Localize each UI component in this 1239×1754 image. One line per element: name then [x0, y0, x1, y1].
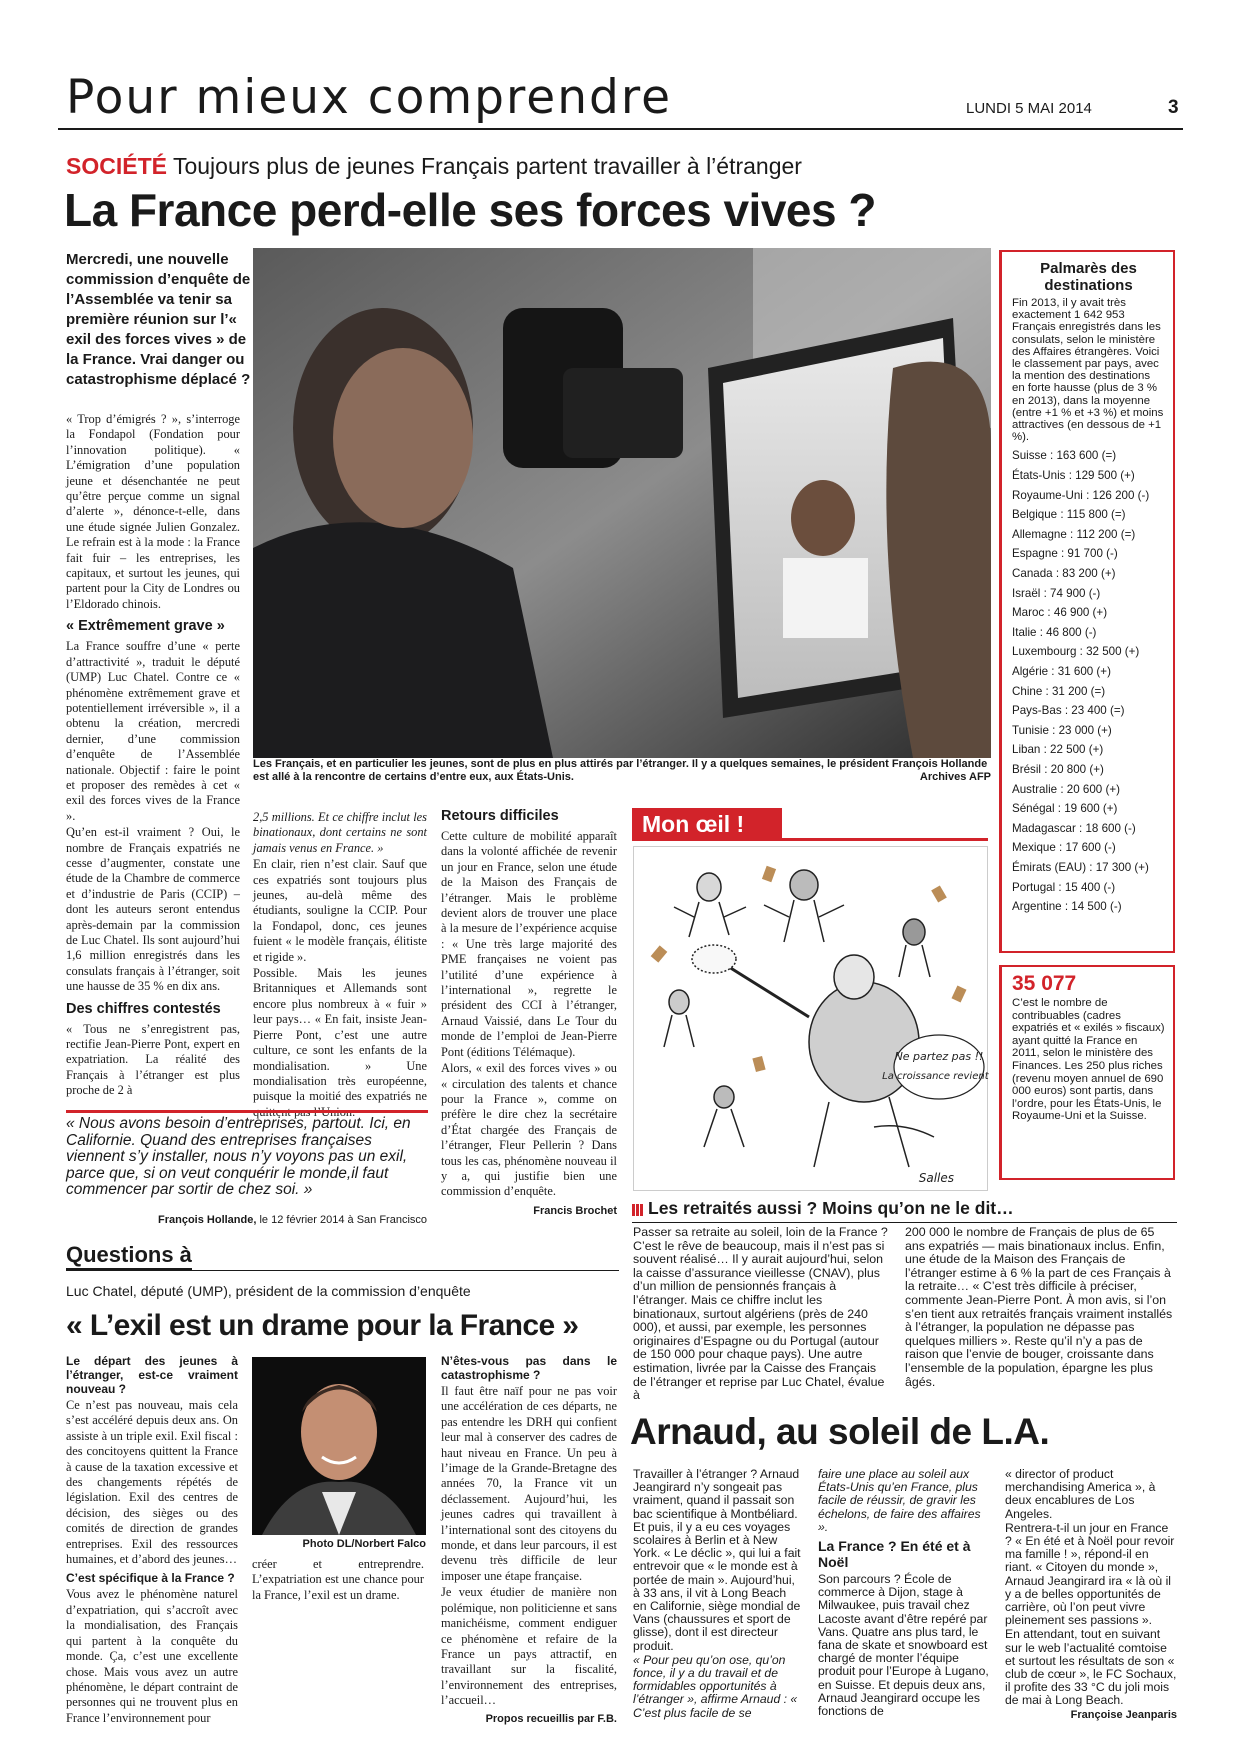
- destination-item: Portugal : 15 400 (-): [1012, 880, 1116, 894]
- speech-bubble: [894, 1035, 984, 1099]
- interview-a3: Il faut être naïf pour ne pas voir une accélération de ces départs, ne pas entendre les DRH qui confient leur mal à conserver des cadres de haut niveau en France. Un peu à l’image de la Grande-Bretagne des années 70, la France vit un déclassement. Aujourd’hui, les jeunes cadres qui travaillent à l’international sont des citoyens du monde, et dans leur parcours, il est devenu très difficile de leur imposer une étape française.: [441, 1384, 617, 1583]
- arnaud-col3: [1005, 1468, 1177, 1722]
- interview-col2-end: créer et entreprendre. L’expatriation est une chance pour la France, l’exil est un drame.: [252, 1557, 424, 1602]
- col3-p2: Alors, « exil des forces vives » ou « circulation des talents et chance pour la France », comme on préfère le dire chez la secrétaire d’État chargée des Français de l’étranger, Fleur Pellerin ? Dans tous les cas, phénomène nouveau il y a, qui justifie bien une commission d’enquête.: [441, 1061, 617, 1199]
- col1-subhead1: « Extrêmement grave »: [66, 618, 225, 635]
- arnaud-col3-p1: « director of product merchandising America », à deux encablures de Los Angeles.: [1005, 1467, 1156, 1521]
- destination-item: Australie : 20 600 (+): [1012, 782, 1120, 796]
- interview-title: « L’exil est un drame pour la France »: [66, 1309, 579, 1342]
- destination-item: Suisse : 163 600 (=): [1012, 449, 1117, 463]
- retraites-col2: 200 000 le nombre de Français de plus de 65 ans expatriés — mais binationaux inclus. Enfin, une étude de la Maison des Français de l’étranger estime à 6 % la part de ces Français à la retraite… « C’est très difficile à préciser, commente Jean-Pierre Pont. À mon avis, si l’on s’en tient aux retraités français vraiment installés à l’étranger, la population ne dépasse pas quelques milliers ». Reste qu’il n’y a pas de raison que l’envie de bouger, croissante dans l’ensemble de la population, épargne les plus âgés.: [905, 1225, 1173, 1389]
- hollande-photo-illustration: [253, 248, 991, 758]
- section-title: Pour mieux comprendre: [66, 70, 673, 125]
- arnaud-col1-p1: Travailler à l’étranger ? Arnaud Jeangirard n’y songeait pas vraiment, quand il passait son bac scientifique à Montbéliard. Et puis, il y a eu ces voyages scolaires à Berlin et à New York. « Le déclic », qui lui a fait entrevoir que « le monde est à portée de main ». Aujourd’hui, à 33 ans, il vit à Long Beach en Californie, siège mondial de Vans (chaussures et sport de glisse), dont il est directeur produit.: [633, 1467, 801, 1653]
- destination-item: Belgique : 115 800 (=): [1012, 508, 1126, 522]
- interview-q3: N’êtes-vous pas dans le catastrophisme ?: [441, 1354, 617, 1382]
- interview-a1: Ce n’est pas nouveau, mais cela s’est accéléré depuis deux ans. On assiste à un triple exil. Exil fiscal : des concitoyens quittent la France à cause de la taxation excessive et des changements répétés de législation. Exil des centres de décision, des sièges ou des comités de direction de grandes entreprises. Exil des ressources humaines, et d’abord des jeunes…: [66, 1398, 238, 1567]
- article-col2: [253, 810, 427, 1121]
- destination-item: Maroc : 46 900 (+): [1012, 606, 1108, 620]
- page-number: 3: [1168, 97, 1179, 118]
- arnaud-col1-p2: « Pour peu qu’on ose, qu’on fonce, il y a du travail et de formidables opportunités à l’étranger », affirme Arnaud : « C’est plus facile de se: [633, 1652, 798, 1720]
- cartoon-rule: [632, 838, 988, 841]
- arnaud-title: Arnaud, au soleil de L.A.: [630, 1411, 1050, 1452]
- col2-p3: Possible. Mais les jeunes Britanniques et Allemands sont encore plus nombreux à « fuir » leur pays… « En fait, insiste Jean-Pierre Pont, c’est une autre culture, ce sont les enfants de la mondialisation. » Une mondialisation très européenne, puisque la moitié des expatriés ne: [253, 966, 427, 1104]
- caption-credit: Archives AFP: [919, 771, 991, 783]
- destination-item: États-Unis : 129 500 (+): [1012, 469, 1135, 483]
- destination-item: Israël : 74 900 (-): [1012, 586, 1101, 600]
- interview-subtitle: Luc Chatel, député (UMP), président de la commission d’enquête: [66, 1283, 471, 1299]
- headline: La France perd-elle ses forces vives ?: [64, 184, 876, 236]
- col2-p2: En clair, rien n’est clair. Sauf que ces expatriés sont toujours plus jeunes, au-delà même des étudiants, souligne la CCIP. Pour la Fondapol, donc, ces jeunes fuient « le modèle français, élitiste et rigide ».: [253, 857, 427, 964]
- destination-list: [1012, 449, 1165, 914]
- retraites-title: Les retraités aussi ? Moins qu’on ne le dit…: [648, 1198, 1014, 1218]
- cartoon-drawing: [634, 847, 989, 1192]
- chatel-portrait: [252, 1357, 426, 1535]
- col1-p1: « Trop d’émigrés ? », s’interroge la Fondapol (Fondation pour l’innovation politique). « L’émigration d’une population jeune et désenchantée ne peut qu’être perçue comme un signal d’alerte », dénonce-t-elle, dans une étude signée Julien Gonzalez. Le refrain est à la mode : la France fait fuir – les entreprises, les capitaux, et surtout les jeunes, qui partent pour la City de Londres ou l’Eldorado chinois.: [66, 412, 240, 611]
- stat-number: 35 077: [1012, 972, 1077, 995]
- article-col3: [441, 808, 617, 1219]
- destination-item: Luxembourg : 32 500 (+): [1012, 645, 1140, 659]
- cartoon-panel: [633, 846, 988, 1191]
- cartoon-title: Mon œil !: [632, 808, 782, 840]
- destination-item: Algérie : 31 600 (+): [1012, 664, 1111, 678]
- destination-item: Liban : 22 500 (+): [1012, 743, 1104, 757]
- sidebar-title: [1012, 260, 1165, 294]
- destination-item: Chine : 31 200 (=): [1012, 684, 1106, 698]
- destination-item: Canada : 83 200 (+): [1012, 567, 1116, 580]
- col1-p4: « Tous ne s’enregistrent pas, rectifie Jean-Pierre Pont, expert en expatriation. La réalité des Français à l’étranger est plus proche de 2 à: [66, 1021, 240, 1098]
- main-photo: [253, 248, 991, 758]
- destination-item: Madagascar : 18 600 (-): [1012, 821, 1136, 835]
- interview-rule: [66, 1270, 619, 1271]
- destination-item: Allemagne : 112 200 (=): [1012, 527, 1136, 541]
- header-rule: [58, 128, 1183, 130]
- chatel-photo: [252, 1357, 426, 1535]
- arnaud-author: Françoise Jeanparis: [1070, 1708, 1177, 1721]
- article-col1: [66, 412, 240, 1100]
- stat-text: C’est le nombre de contribuables (cadres expatriés et « exilés » fiscaux) ayant quitté la France en 2011, selon le ministère des Finances. Les 250 plus riches (revenu moyen annuel de 690 000 euros) sont partis, dans l’ordre, pour les États-Unis, le Royaume-Uni et la Suisse.: [1012, 997, 1165, 1123]
- destination-item: Italie : 46 800 (-): [1012, 625, 1097, 639]
- arnaud-col1: [633, 1468, 803, 1721]
- main-photo-caption: [253, 758, 991, 784]
- issue-date: LUNDI 5 MAI 2014: [966, 100, 1092, 117]
- kicker-text: Toujours plus de jeunes Français partent travailler à l’étranger: [172, 153, 802, 179]
- destination-item: Mexique : 17 600 (-): [1012, 841, 1116, 855]
- stat-box: [999, 965, 1175, 1180]
- quote-rule: [66, 1110, 428, 1113]
- quote-attribution: [158, 1214, 430, 1227]
- interview-col1: [66, 1354, 238, 1727]
- kicker-category: SOCIÉTÉ: [66, 153, 167, 179]
- sidebar-destinations: [999, 250, 1175, 953]
- arnaud-subhead: La France ? En été et à Noël: [818, 1538, 971, 1571]
- chatel-photo-credit: Photo DL/Norbert Falco: [302, 1538, 426, 1550]
- interview-author: Propos recueillis par F.B.: [485, 1712, 617, 1725]
- col1-subhead2: Des chiffres contestés: [66, 1000, 221, 1017]
- interview-label: Questions à: [66, 1242, 192, 1271]
- col1-p2: La France souffre d’une « perte d’attractivité », traduit le député (UMP) Luc Chatel. Contre ce « phénomène extrêmement grave et potentiellement irréversible », il a obtenu la création, mercredi dernier, d’une commission d’enquête de l’Assemblée nationale. Objectif : faire le point et proposer des remèdes à cet « exil des forces vives de la France ».: [66, 639, 240, 823]
- sidebar-title-line1: Palmarès des: [1040, 260, 1137, 277]
- col2-p1: 2,5 millions. Et ce chiffre inclut les binationaux, dont certains ne sont jamais venus en France. »: [253, 810, 427, 855]
- destination-item: Brésil : 20 800 (+): [1012, 762, 1104, 776]
- cartoon-bubble-line2: La croissance revient !: [882, 1071, 989, 1082]
- retraites-icon: [632, 1204, 644, 1216]
- sidebar-intro: Fin 2013, il y avait très exactement 1 642 953 Français enregistrés dans les consulats, selon le ministère des Affaires étrangères. Voici le classement par pays, avec la mention des destinations en forte hausse (plus de 3 % en 2013), dans la moyenne (entre +1 % et +3 %) et moins attractives (en dessous de +1 %).: [1012, 297, 1164, 444]
- quote-context: le 12 février 2014 à San Francisco: [259, 1214, 428, 1226]
- destination-item: Sénégal : 19 600 (+): [1012, 802, 1118, 816]
- sidebar-title-line2: destinations: [1044, 277, 1133, 294]
- destination-item: Espagne : 91 700 (-): [1012, 547, 1118, 561]
- retraites-col1: Passer sa retraite au soleil, loin de la France ? C’est le rêve de beaucoup, mais il n’est pas si souvent réalisé… Il y aurait aujourd’hui, selon la caisse d’assurance vieillesse (CNAV), plus d’un million de pensionnés français à l’étranger. Mais ce chiffre inclut les binationaux, surtout algériens (près de 240 000), et aussi, par exemple, les personnes originaires d’Espagne ou du Portugal (autour de 150 000 pour chaque pays). Une autre estimation, livrée par la Caisse des Français de l’étranger et reprise par Luc Chatel, évalue à: [633, 1225, 888, 1403]
- hollande-quote: « Nous avons besoin d’entreprises, partout. Ici, en Californie. Quand des entreprises françaises viennent s’y installer, nous n’y voyons pas un exil, parce que, si on veut conquérir le monde,il faut commencer par sortir de chez soi. »: [66, 1115, 411, 1198]
- quote-author: François Hollande,: [158, 1214, 257, 1226]
- arnaud-col3-p3: En attendant, tout en suivant sur le web l’actualité comtoise et surtout les résultats de son « club de cœur », le FC Sochaux, il profite des 33 °C du joli mois de mai à Long Beach.: [1005, 1627, 1177, 1708]
- destination-item: Argentine : 14 500 (-): [1012, 900, 1122, 914]
- col3-author: Francis Brochet: [533, 1204, 617, 1217]
- retraites-rule: [632, 1222, 1177, 1223]
- kicker: [66, 152, 802, 180]
- cartoon-bubble-line1: Ne partez pas !!: [894, 1050, 984, 1063]
- destination-item: Pays-Bas : 23 400 (=): [1012, 704, 1125, 718]
- interview-q2: C’est spécifique à la France ?: [66, 1571, 235, 1586]
- article-intro: Mercredi, une nouvelle commission d’enquête de l’Assemblée va tenir sa première réunion sur l’« exil des forces vives » de la France. Vrai danger ou catastrophisme déplacé ?: [66, 251, 251, 388]
- cartoon-signature: Salles: [918, 1171, 954, 1185]
- col3-p1: Cette culture de mobilité apparaît dans la volonté affichée de revenir un jour en France, selon une étude de la Maison des Français de l’étranger. Mais le problème devient alors de trouver une place à la mesure de l’expérience acquise : « Une très large majorité des PME françaises ne voient pas l’utilité d’une expérience à l’international », regrette le président des CCI à l’étranger, Arnaud Vaissié, dans Le Tour du monde de l’emploi de Jean-Pierre Pont (éditions Télémaque).: [441, 829, 617, 1059]
- interview-col3: [441, 1354, 617, 1727]
- arnaud-col2-p2: Son parcours ? École de commerce à Dijon, stage à Milwaukee, puis travail chez Lacoste avant d’être repéré par Vans. Quatre ans plus tard, le fana de skate et snowboard est chargé de monter l’équipe produit pour l’Europe à Lugano, en Suisse. Et depuis deux ans, Arnaud Jeangirard occupe les fonctions de: [818, 1572, 989, 1719]
- col1-p3: Qu’en est-il vraiment ? Oui, le nombre de Français expatriés ne cesse d’augmenter, constate une étude de la Chambre de commerce et d’industrie de Paris (CCIP) – dont les auteurs seront entendus après-demain par la commission de Luc Chatel. Ils sont aujourd’hui 1,6 million enregistrés dans les consulats français à l’étranger, soit une hausse de 35 % en dix ans.: [66, 825, 240, 994]
- arnaud-col2-p1: faire une place au soleil aux États-Unis qu’en France, plus facile de réussir, de gravir les échelons, de faire des affaires ».: [818, 1467, 981, 1534]
- col3-subhead: Retours difficiles: [441, 808, 559, 824]
- destination-item: Royaume-Uni : 126 200 (-): [1012, 488, 1150, 502]
- destination-item: Émirats (EAU) : 17 300 (+): [1012, 860, 1149, 874]
- interview-a3b: Je veux étudier de manière non polémique, non politicienne et sans manichéisme, comment endiguer ce phénomène et refaire de la France un pays attractif, en travaillant sur la fiscalité, l’environnement des entreprises, l’accueil…: [441, 1585, 617, 1708]
- interview-a2: Vous avez le phénomène naturel d’expatriation, qui s’accroît avec la mondialisation, des Français qui partent à la conquête du monde. Ça, c’est une excellente chose. Mais vous avez un autre phénomène, le départ contraint de personnes qui ne trouvent plus en France l’environnement pour: [66, 1587, 238, 1725]
- interview-q1: Le départ des jeunes à l’étranger, est-ce vraiment nouveau ?: [66, 1354, 238, 1396]
- caption-text: Les Français, et en particulier les jeunes, sont de plus en plus attirés par l’étranger. Il y a quelques semaines, le président François Hollande est allé à la rencontre de certains d’entre eux, aux États-Unis.: [253, 758, 988, 783]
- arnaud-col2: [818, 1468, 990, 1719]
- arnaud-col3-p2: Rentrera-t-il un jour en France ? « En été et à Noël pour revoir ma famille ! », répond-il en riant. « Citoyen du monde », Arnaud Jeangirard ira « là où il y a de belles opportunités de carrière, où l’on peut vivre pleinement ses passions ».: [1005, 1520, 1175, 1628]
- destination-item: Tunisie : 23 000 (+): [1012, 723, 1112, 737]
